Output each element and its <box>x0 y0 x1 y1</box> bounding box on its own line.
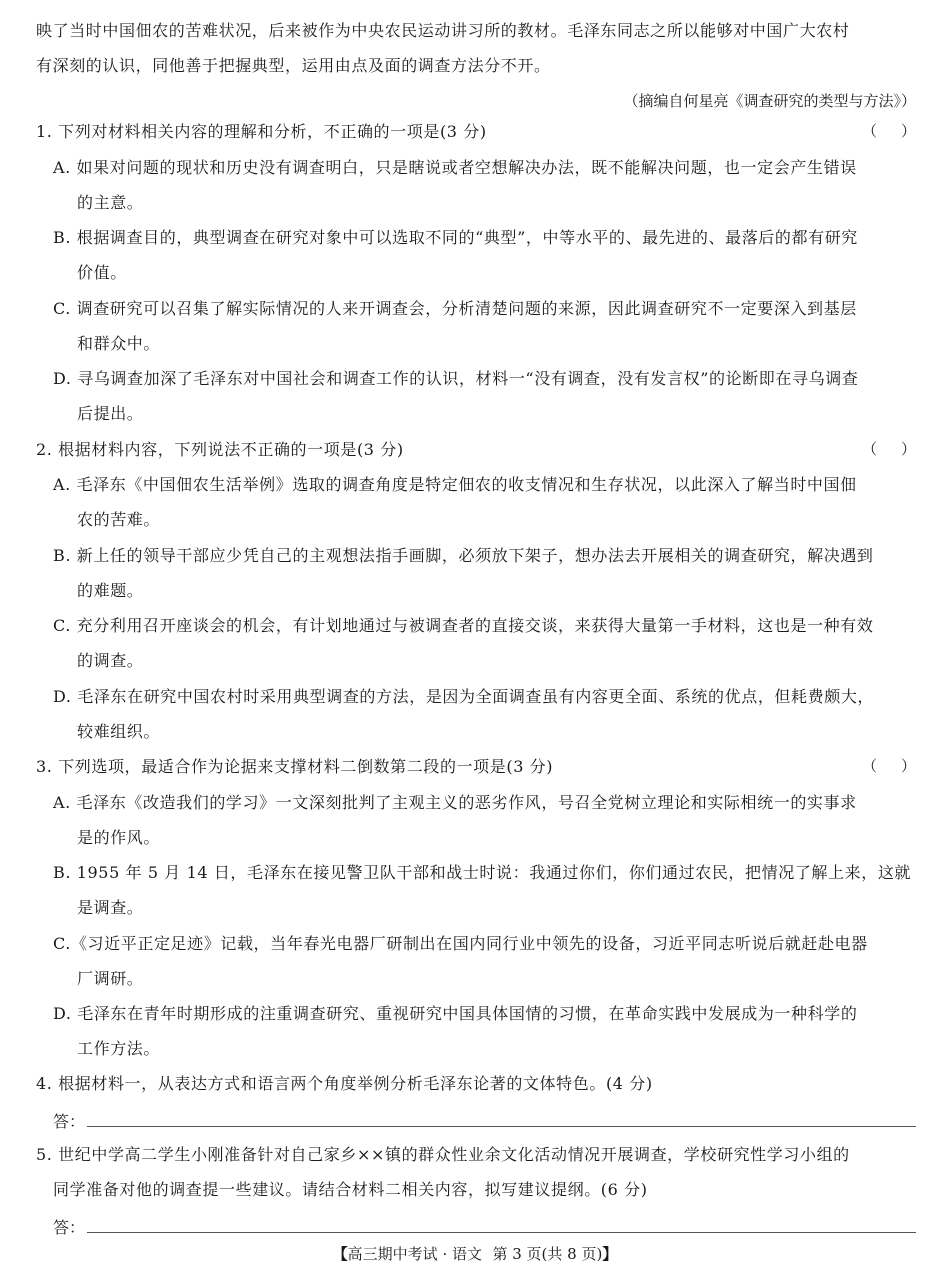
question-3-stem: 3. 下列选项，最适合作为论据来支撑材料二倒数第二段的一项是(3 分) <box>36 757 554 776</box>
q3-option-c-cont: 厂调研。 <box>77 969 144 988</box>
footer-exam-title: 高三期中考试 · 语文 <box>347 1245 482 1263</box>
answer-label: 答： <box>53 1218 86 1237</box>
question-5-stem-cont: 同学准备对他的调查提一些建议。请结合材料二相关内容，拟写建议提纲。(6 分) <box>53 1180 648 1199</box>
q1-option-b-cont: 价值。 <box>77 263 127 282</box>
answer-label: 答： <box>53 1112 86 1131</box>
q3-option-c: C.《习近平正定足迹》记载，当年春光电器厂研制出在国内同行业中领先的设备，习近平同志听说后就赶赴电器 <box>53 934 868 953</box>
q2-option-b: B. 新上任的领导干部应少凭自己的主观想法指手画脚，必须放下架子，想办法去开展相关的调查研究，解决遇到 <box>53 546 874 565</box>
q1-option-a: A. 如果对问题的现状和历史没有调查明白，只是瞎说或者空想解决办法，既不能解决问题，也一定会产生错误 <box>53 158 857 177</box>
question-1-answer-bracket[interactable] <box>862 114 916 149</box>
material-text-line: 映了当时中国佃农的苦难状况，后来被作为中央农民运动讲习所的教材。毛泽东同志之所以能够对中国广大农村 <box>36 21 850 40</box>
q2-option-a: A. 毛泽东《中国佃农生活举例》选取的调查角度是特定佃农的收支情况和生存状况，以此深入了解当时中国佃 <box>53 475 857 494</box>
q3-option-d: D. 毛泽东在青年时期形成的注重调查研究、重视研究中国具体国情的习惯，在革命实践中发展成为一种科学的 <box>53 1004 858 1023</box>
q2-option-b-cont: 的难题。 <box>77 581 144 600</box>
question-5-answer-field[interactable] <box>87 1208 916 1233</box>
question-5-answer <box>53 1208 916 1243</box>
bracket-close: ） <box>900 122 916 140</box>
q2-option-d: D. 毛泽东在研究中国农村时采用典型调查的方法，是因为全面调查虽有内容更全面、系统的优点，但耗费颇大， <box>53 687 875 706</box>
material-text-line: 有深刻的认识，同他善于把握典型，运用由点及面的调查方法分不开。 <box>36 56 551 75</box>
q3-option-b: B. 1955 年 5 月 14 日，毛泽东在接见警卫队干部和战士时说：我通过你们，你们通过农民，把情况了解上来，这就 <box>53 863 912 882</box>
bracket-open: （ <box>862 122 878 140</box>
page-footer <box>0 1242 950 1266</box>
material-source: （摘编自何星亮《调查研究的类型与方法》） <box>623 92 916 110</box>
question-1-stem: 1. 下列对材料相关内容的理解和分析，不正确的一项是(3 分) <box>36 122 487 141</box>
footer-bracket-close: 】 <box>602 1245 618 1263</box>
q3-option-d-cont: 工作方法。 <box>77 1039 161 1058</box>
question-2-stem: 2. 根据材料内容，下列说法不正确的一项是(3 分) <box>36 440 404 459</box>
q1-option-d: D. 寻乌调查加深了毛泽东对中国社会和调查工作的认识，材料一“没有调查，没有发言权”的论断即在寻乌调查 <box>53 369 859 388</box>
question-3-answer-bracket[interactable] <box>862 749 916 784</box>
q2-option-d-cont: 较难组织。 <box>77 722 161 741</box>
q1-option-c-cont: 和群众中。 <box>77 334 161 353</box>
q3-option-a: A. 毛泽东《改造我们的学习》一文深刻批判了主观主义的恶劣作风，号召全党树立理论和实际相统一的实事求 <box>53 793 857 812</box>
question-2-answer-bracket[interactable] <box>862 432 916 467</box>
bracket-open: （ <box>862 440 878 458</box>
bracket-close: ） <box>900 440 916 458</box>
footer-bracket-open: 【 <box>332 1245 348 1263</box>
q1-option-b: B. 根据调查目的，典型调查在研究对象中可以选取不同的“典型”，中等水平的、最先进的、最落后的都有研究 <box>53 228 858 247</box>
q2-option-a-cont: 农的苦难。 <box>77 510 161 529</box>
q1-option-d-cont: 后提出。 <box>77 404 144 423</box>
q3-option-a-cont: 是的作风。 <box>77 828 161 847</box>
q2-option-c-cont: 的调查。 <box>77 651 144 670</box>
footer-page-number: 第 3 页(共 8 页) <box>492 1245 603 1263</box>
q1-option-c: C. 调查研究可以召集了解实际情况的人来开调查会，分析清楚问题的来源，因此调查研究不一定要深入到基层 <box>53 299 857 318</box>
q2-option-c: C. 充分利用召开座谈会的机会，有计划地通过与被调查者的直接交谈，来获得大量第一手材料，这也是一种有效 <box>53 616 874 635</box>
bracket-open: （ <box>862 757 878 775</box>
q3-option-b-cont: 是调查。 <box>77 898 144 917</box>
question-4-answer-field[interactable] <box>87 1102 916 1127</box>
question-4-answer <box>53 1102 916 1137</box>
question-4-stem: 4. 根据材料一，从表达方式和语言两个角度举例分析毛泽东论著的文体特色。(4 分) <box>36 1074 653 1093</box>
question-5-stem: 5. 世纪中学高二学生小刚准备针对自己家乡××镇的群众性业余文化活动情况开展调查，学校研究性学习小组的 <box>36 1145 850 1164</box>
q1-option-a-cont: 的主意。 <box>77 193 144 212</box>
bracket-close: ） <box>900 757 916 775</box>
